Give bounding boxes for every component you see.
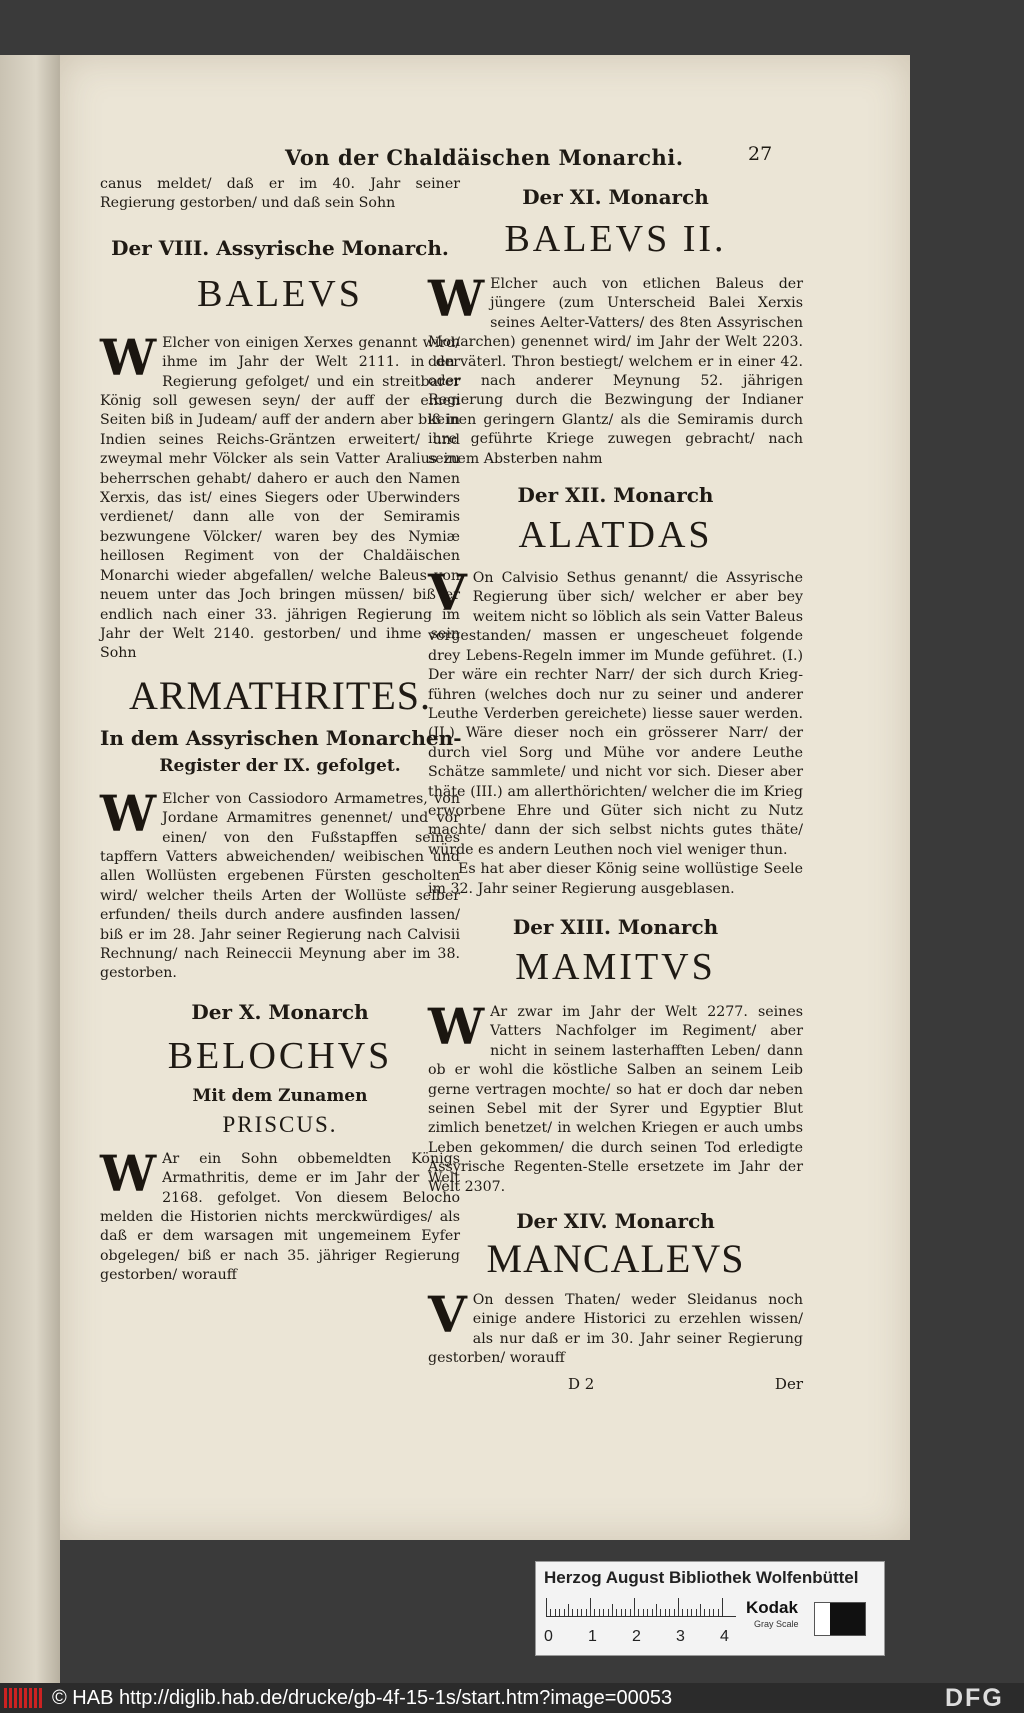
name-monarch-13: MAMITVS: [515, 945, 716, 988]
heading-monarch-9b: Register der IX. gefolget.: [159, 755, 401, 776]
library-label: Herzog August Bibliothek Wolfenbüttel: [544, 1568, 859, 1587]
ruler-number: 2: [632, 1628, 641, 1645]
gray-bar: [814, 1602, 866, 1636]
heading-monarch-9a: In dem Assyrischen Monarchen-: [100, 725, 462, 750]
hab-logo-icon: [4, 1688, 44, 1708]
ruler-tick: [581, 1609, 582, 1616]
ruler-tick: [630, 1609, 631, 1616]
ruler-tick: [590, 1598, 591, 1616]
ruler-tick: [612, 1604, 613, 1616]
ruler-tick: [594, 1609, 595, 1616]
dropcap: W: [428, 269, 485, 328]
ruler-tick: [656, 1604, 657, 1616]
book-page: [60, 55, 910, 1540]
ruler-number: 0: [544, 1628, 553, 1645]
ruler-tick: [621, 1609, 622, 1616]
ruler-number: 3: [676, 1628, 685, 1645]
ruler-tick: [669, 1609, 670, 1616]
dropcap: W: [100, 783, 157, 843]
ruler-tick: [674, 1609, 675, 1616]
kodak-logo: Kodak: [746, 1598, 798, 1617]
ruler-tick: [559, 1609, 560, 1616]
left-column: [100, 175, 460, 1286]
footer-link[interactable]: © HAB http://diglib.hab.de/drucke/gb-4f-15-1s/start.htm?image=00053: [52, 1687, 673, 1709]
name-monarch-14: MANCALEVS: [486, 1236, 745, 1282]
name-monarch-11: BALEVS II.: [504, 218, 727, 260]
text-monarch-14: V On dessen Thaten/ weder Sleidanus noch einige andere Historici zu erzehlen wissen/ als nur daß er im 30. Jahr seiner Regierung gestorben/ worauff: [428, 1285, 803, 1367]
ruler-tick: [603, 1609, 604, 1616]
ruler-tick: [550, 1609, 551, 1616]
page-number: 27: [748, 143, 773, 165]
ruler-tick: [572, 1609, 573, 1616]
dfg-logo: DFG: [945, 1684, 1004, 1712]
ruler-tick: [643, 1609, 644, 1616]
text-monarch-12: V On Calvisio Sethus genannt/ die Assyrische Regierung über sich/ welcher er aber bey weitem nicht so löblich als sein Vatter Baleus vorgestanden/ massen er ungescheuet folgende drey Lebens-Regeln immer im Munde geführet. (I.) Der wäre ein rechter Narr/ der sich durch Krieg-führen (welches doch nur zu seiner und anderer Leuthe Verderben gereichete) liesse sauer werden. (II.) Wäre dieser noch ein grösserer Narr/ der durch viel Sorg und Mühe vor andere Leuthe Schätze sammlete/ und nicht vor sich. Dieser aber thäte (III.) am allerthörichten/ welcher die im Krieg erworbene Ehre und Güter sich nicht zu Nutz machte/ dann der sich selbst nichts gutes thäte/ würde es andern Leuthen noch viel weniger thun.: [428, 563, 803, 858]
ruler-tick: [660, 1609, 661, 1616]
ruler-tick: [678, 1598, 679, 1616]
name-monarch-10: BELOCHVS: [167, 1034, 393, 1077]
text-monarch-11: W Elcher auch von etlichen Baleus der jüngere (zum Unterscheid Balei Xerxis seines Aelter-Vatters/ des 8ten Assyrischen Monarchen) genennet wird/ im Jahr der Welt 2203. den väterl. Thron bestiegt/ welchem er in einer 42. oder nach anderer Meynung 52. jährigen Regierung durch die Bezwingung der Indianer keinen geringern Glantz/ als die Semiramis durch ihre geführte Kriege zuwegen gebracht/ nach seinem Absterben nahm: [428, 269, 803, 467]
previous-page-edge: [0, 55, 60, 1685]
ruler-tick: [638, 1609, 639, 1616]
ruler-tick: [555, 1609, 556, 1616]
heading-monarch-11: Der XI. Monarch: [522, 185, 709, 209]
ruler-tick: [713, 1609, 714, 1616]
ruler-tick: [568, 1604, 569, 1616]
ruler-tick: [546, 1598, 547, 1616]
text-monarch-12b: Es hat aber dieser König seine wollüstige Seele im 32. Jahr seiner Regierung ausgeblasen.: [428, 861, 803, 897]
ruler-tick: [682, 1609, 683, 1616]
ruler-tick: [665, 1609, 666, 1616]
ruler-number: 4: [720, 1628, 729, 1645]
dropcap: W: [428, 996, 485, 1056]
ruler-tick: [709, 1609, 710, 1616]
ruler-tick: [625, 1609, 626, 1616]
ruler-tick: [616, 1609, 617, 1616]
signature-mark: D 2: [568, 1374, 595, 1393]
name-monarch-8: BALEVS: [197, 272, 363, 315]
ruler-tick: [652, 1609, 653, 1616]
catchword: Der: [774, 1374, 803, 1393]
measuring-ruler: [546, 1596, 736, 1617]
heading-monarch-13: Der XIII. Monarch: [512, 914, 719, 939]
ruler-tick: [647, 1609, 648, 1616]
ruler-number: 1: [588, 1628, 597, 1645]
dropcap: W: [100, 1143, 157, 1203]
text-monarch-10: W Ar ein Sohn obbemeldten Königs Armathritis, deme er im Jahr der Welt 2168. gefolget. Von diesem Belocho melden die Historien nichts merckwürdiges/ als daß er dem warsagen mit ungemeinem Eyfer obgelegen/ biß er nach 35. jähriger Regierung gestorben/ worauff: [100, 1143, 460, 1284]
ruler-tick: [599, 1609, 600, 1616]
dropcap: W: [100, 327, 157, 387]
ruler-tick: [704, 1609, 705, 1616]
text-monarch-13: W Ar zwar im Jahr der Welt 2277. seines Vatters Nachfolger im Regiment/ aber nicht in seinem lasterhafften Leben/ dann ob er wohl die köstliche Salben an seinem Leib gerne vertragen mochte/ so hat er doch dar neben seinen Sebel mit der Syrer und Egyptier Blut zimlich benetzet/ in welchen Kriegen er auch umbs Leben gekommen/ die durch seinen Tod erledigte Assyrische Regenten-Stelle ersetzete im Jahr der Welt 2307.: [428, 996, 803, 1195]
text-monarch-9: W Elcher von Cassiodoro Armametres, von Jordane Armamitres genennet/ und vor einen/ von den Fußstapffen seines tapffern Vatters abweichenden/ weibischen und allen Wollüsten ergebenen Fürsten gescholten wird/ welcher theils Arten der Wollüste selber erfunden/ theils durch andere ausfinden lassen/ biß er im 28. Jahr seiner Regierung nach Calvisii Rechnung/ nach Reineccii Meynung aber im 38. gestorben.: [100, 783, 460, 982]
heading-monarch-14: Der XIV. Monarch: [516, 1209, 715, 1234]
ruler-tick: [722, 1598, 723, 1616]
footer-bar: [0, 1683, 1024, 1713]
ruler-tick: [700, 1604, 701, 1616]
heading-surname: Mit dem Zunamen: [192, 1085, 368, 1106]
ruler-tick: [696, 1609, 697, 1616]
heading-monarch-10: Der X. Monarch: [191, 999, 369, 1024]
ruler-tick: [691, 1609, 692, 1616]
running-head: Von der Chaldäischen Monarchi.: [285, 145, 684, 170]
text-monarch-8: W Elcher von einigen Xerxes genannt wird/ ihme im Jahr der Welt 2111. in der Regierung gefolget/ und ein streitbarer König soll gewesen seyn/ der auff der einen Seiten biß in Judeam/ auff der andern aber biß in Indien seines Reichs-Gräntzen erweitert/ und zweymal mehr Völcker als sein Vatter Aralius zu beherrschen gehabt/ dahero er auch den Namen Xerxis, das ist/ eines Siegers oder Uberwinders verdienet/ dann alle von der Semiramis bezwungene Völcker/ waren bey des Nymiæ heillosen Regiment von der Chaldäischen Monarchi wieder abgefallen/ welche Baleus von neuem unter das Joch bringen müssen/ biß er endlich nach einer 33. jährigen Regierung im Jahr der Welt 2140. gestorben/ und ihme sein Sohn: [100, 327, 460, 662]
right-column: [428, 179, 803, 1393]
color-scale-target: [535, 1561, 885, 1656]
dropcap: V: [428, 1285, 467, 1345]
name-priscus: PRISCUS.: [222, 1111, 338, 1137]
ruler-tick: [718, 1609, 719, 1616]
dropcap: V: [428, 563, 467, 623]
name-monarch-12: ALATDAS: [518, 514, 713, 557]
name-monarch-9: ARMATHRITES.: [128, 672, 432, 718]
heading-monarch-8: Der VIII. Assyrische Monarch.: [111, 235, 449, 260]
intro-text: canus meldet/ daß er im 40. Jahr seiner Regierung gestorben/ und daß sein Sohn: [100, 176, 460, 212]
heading-monarch-12: Der XII. Monarch: [517, 483, 714, 508]
ruler-tick: [577, 1609, 578, 1616]
gray-scale-label: Gray Scale: [754, 1619, 799, 1629]
ruler-tick: [634, 1598, 635, 1616]
page-foot: [428, 1375, 803, 1393]
ruler-tick: [687, 1609, 688, 1616]
ruler-tick: [564, 1609, 565, 1616]
ruler-tick: [586, 1609, 587, 1616]
ruler-tick: [608, 1609, 609, 1616]
